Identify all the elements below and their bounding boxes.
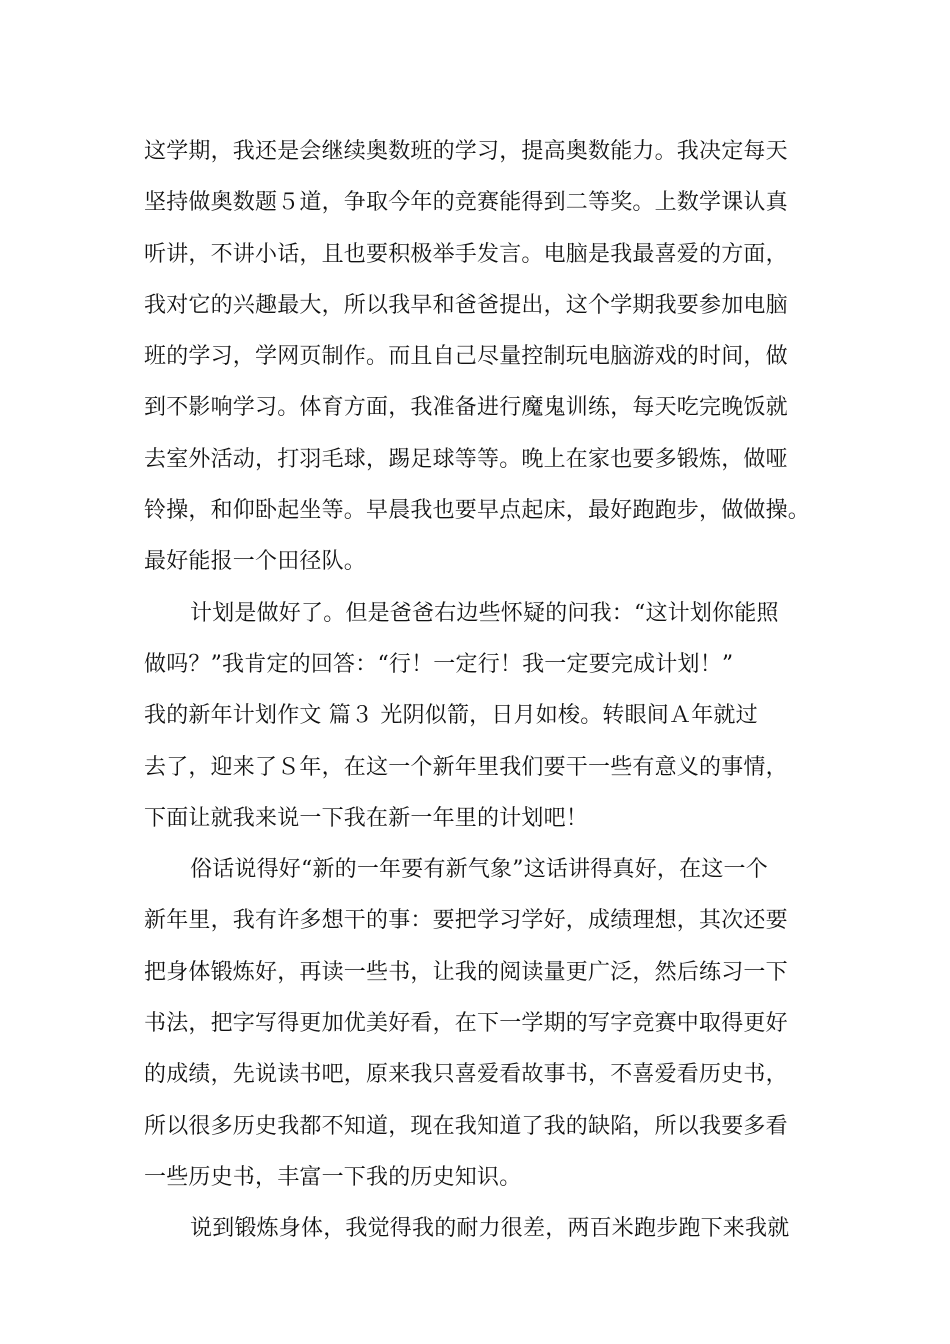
text-line: 把身体锻炼好，再读一些书，让我的阅读量更广泛，然后练习一下 — [144, 959, 788, 985]
text-line: 书法，把字写得更加优美好看，在下一学期的写字竞赛中取得更好 — [144, 1011, 788, 1037]
text-line: 去了，迎来了Ｓ年，在这一个新年里我们要干一些有意义的事情， — [144, 754, 788, 780]
text-line: 下面让就我来说一下我在新一年里的计划吧！ — [144, 805, 589, 831]
text-line: 到不影响学习。体育方面，我准备进行魔鬼训练，每天吃完晚饭就 — [144, 395, 788, 421]
text-line: 做吗？”我肯定的回答：“行！一定行！我一定要完成计划！” — [144, 651, 734, 677]
text-line: 这学期，我还是会继续奥数班的学习，提高奥数能力。我决定每天 — [144, 139, 788, 164]
text-line: 一些历史书，丰富一下我的历史知识。 — [144, 1164, 522, 1190]
text-line: 去室外活动，打羽毛球，踢足球等等。晚上在家也要多锻炼，做哑 — [144, 446, 788, 472]
text-line: 听讲，不讲小话，且也要积极举手发言。电脑是我最喜爱的方面， — [144, 241, 788, 267]
text-line: 我对它的兴趣最大，所以我早和爸爸提出，这个学期我要参加电脑 — [144, 292, 788, 318]
text-line: 坚持做奥数题５道，争取今年的竞赛能得到二等奖。上数学课认真 — [144, 190, 788, 216]
text-line: 所以很多历史我都不知道，现在我知道了我的缺陷，所以我要多看 — [144, 1113, 788, 1139]
paragraph-start-line: 说到锻炼身体，我觉得我的耐力很差，两百米跑步跑下来我就 — [190, 1216, 790, 1242]
text-line: 新年里，我有许多想干的事：要把学习学好，成绩理想，其次还要 — [144, 908, 788, 934]
paragraph-start-line: 俗话说得好“新的一年要有新气象”这话讲得真好，在这一个 — [190, 857, 768, 883]
paragraph-start-line: 计划是做好了。但是爸爸右边些怀疑的问我：“这计划你能照 — [190, 600, 779, 626]
text-line: 的成绩，先说读书吧，原来我只喜爱看故事书，不喜爱看历史书， — [144, 1062, 788, 1088]
heading-inline-line: 我的新年计划作文 篇３ 光阴似箭，日月如梭。转眼间Ａ年就过 — [144, 703, 758, 729]
text-line: 最好能报一个田径队。 — [144, 549, 367, 575]
text-line: 铃操，和仰卧起坐等。早晨我也要早点起床，最好跑跑步，做做操。 — [144, 498, 811, 524]
text-line: 班的学习，学网页制作。而且自己尽量控制玩电脑游戏的时间，做 — [144, 344, 788, 370]
document-body — [144, 126, 824, 1255]
